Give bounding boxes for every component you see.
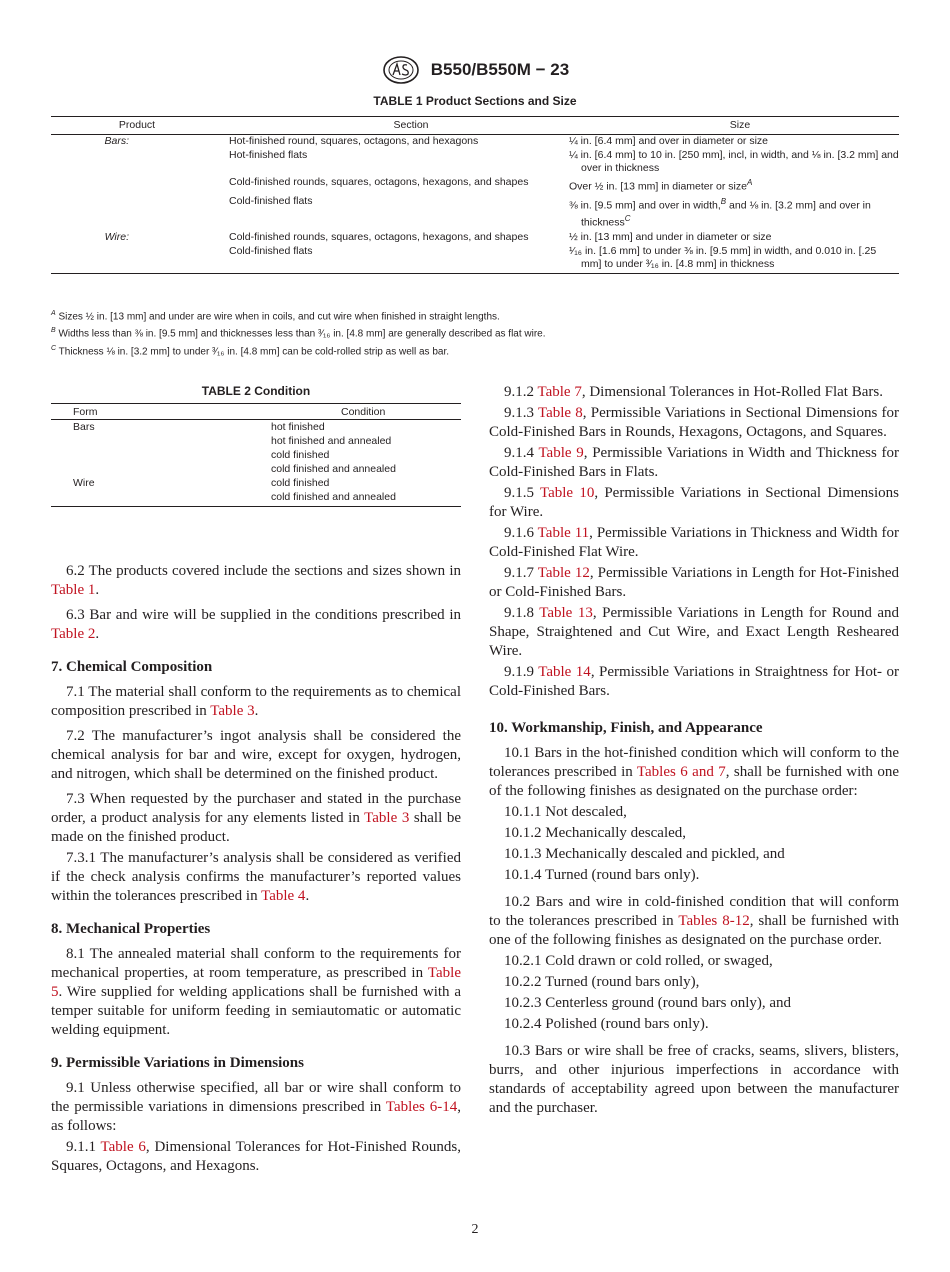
link-table-10[interactable]: Table 10	[539, 485, 595, 501]
text: , Permissible Variations in Length for Round and Shape, Straightened and Cut Wire, and Exact Length Resheared Wire.	[489, 605, 899, 659]
link-table-13[interactable]: Table 13	[539, 605, 593, 621]
table-cell-condition: cold finished and annealed	[271, 490, 461, 507]
text: 6.3 Bar and wire will be supplied in the conditions prescribed in	[66, 607, 461, 623]
text: , Permissible Variations in Width and Thickness for Cold-Finished Bars in Flats.	[489, 445, 899, 480]
text: , Permissible Variations in Thickness and Width for Cold-Finished Flat Wire.	[489, 525, 899, 560]
text: , Permissible Variations in Sectional Dimensions for Cold-Finished Bars in Rounds, Hexagons, Octagons, and Squares.	[489, 405, 899, 440]
table-cell-form	[51, 448, 271, 462]
table-cell-product	[51, 176, 223, 195]
table-cell-section: Cold-finished rounds, squares, octagons, hexagons, and shapes	[229, 230, 529, 243]
text: , Dimensional Tolerances in Hot-Rolled Flat Bars.	[581, 384, 883, 400]
table-2-header-condition: Condition	[271, 404, 461, 420]
paragraph-7-1	[51, 683, 461, 721]
list-item: 10.1.3 Mechanically descaled and pickled, and	[504, 846, 785, 862]
text: , Dimensional Tolerances for Hot-Finished Rounds, Squares, Octagons, and Hexagons.	[51, 1139, 461, 1174]
table-cell-product	[51, 245, 223, 274]
table-cell-form	[51, 462, 271, 476]
page-number: 2	[471, 1222, 479, 1237]
text: , Permissible Variations in Length for Hot-Finished or Cold-Finished Bars.	[489, 565, 899, 600]
text: 6.2 The products covered include the sections and sizes shown in	[66, 563, 461, 579]
footnote-text: Widths less than ⅜ in. [9.5 mm] and thicknesses less than ³⁄₁₆ in. [4.8 mm] are generally described as flat wire.	[55, 328, 546, 340]
table-cell-section: Cold-finished flats	[223, 245, 581, 274]
table-cell-size: ½ in. [13 mm] and under in diameter or size	[569, 230, 772, 243]
table-cell-section: Cold-finished rounds, squares, octagons, hexagons, and shapes	[229, 176, 529, 188]
text: , shall be furnished with one of the following finishes as designated on the purchase order.	[489, 913, 899, 948]
footnote-mark: A	[51, 310, 56, 317]
text: 7.1 The material shall conform to the requirements as to chemical composition prescribed in	[51, 684, 461, 719]
list-item: 10.1.2 Mechanically descaled,	[504, 825, 687, 841]
list-item: 10.2.2 Turned (round bars only),	[504, 974, 700, 990]
footnote-mark: B	[51, 327, 56, 335]
table-cell-section: Hot-finished flats	[229, 149, 308, 161]
table-cell-form	[51, 434, 271, 448]
right-column	[489, 383, 899, 1120]
table-cell-form: Bars	[73, 421, 95, 433]
table-row	[51, 490, 461, 507]
table-row	[51, 245, 899, 274]
text: 9.1.9	[504, 664, 539, 680]
list-item: 10.2.4 Polished (round bars only).	[504, 1016, 709, 1032]
text: 9.1.5	[504, 485, 540, 501]
text: 9.1.8	[504, 605, 540, 621]
paragraph-7-3-1	[51, 849, 461, 906]
link-tables-6-14[interactable]: Tables 6-14	[385, 1099, 458, 1115]
table-cell-product: Wire:	[104, 230, 129, 243]
link-table-5[interactable]: Table 5	[51, 965, 461, 1000]
astm-logo-icon	[381, 55, 421, 85]
text: 9.1 Unless otherwise specified, all bar or wire shall conform to the permissible variations in dimensions prescribed in	[51, 1080, 461, 1115]
table-cell-condition: hot finished	[271, 421, 325, 433]
table-cell-product: Bars:	[104, 135, 129, 147]
text: . Wire supplied for welding applications shall be furnished with a temper suitable for uniform feeding in semiautomatic or automatic welding equipment.	[51, 984, 461, 1038]
link-table-2[interactable]: Table 2	[51, 626, 96, 642]
size-text: ⅜ in. [9.5 mm] and over in width,	[569, 199, 721, 211]
table-1-header-section: Section	[223, 117, 581, 135]
table-cell-form	[51, 490, 271, 507]
text: 9.1.4	[504, 445, 539, 461]
footnote-mark: B	[720, 196, 727, 206]
footnote-mark: C	[624, 214, 631, 223]
paragraph-9-1-7	[489, 564, 899, 602]
table-cell-condition: cold finished and annealed	[271, 463, 396, 475]
text: 7.3.1 The manufacturer’s analysis shall be considered as verified if the check analysis confirms the manufacturer’s reported values within the tolerances prescribed in	[51, 850, 461, 904]
left-column	[51, 562, 461, 1178]
table-cell-condition: cold finished	[271, 449, 330, 461]
table-row	[51, 434, 461, 448]
paragraph-9-1-2	[489, 383, 899, 402]
text: .	[254, 703, 259, 719]
text: , Permissible Variations in Straightness for Hot- or Cold-Finished Bars.	[489, 664, 899, 699]
table-2-grid	[51, 403, 461, 507]
paragraph-6-2	[51, 562, 461, 600]
paragraph-9-1	[51, 1079, 461, 1136]
table-cell-product	[51, 195, 223, 231]
table-1-header-size: Size	[581, 117, 899, 135]
table-cell-section: Cold-finished flats	[229, 194, 313, 207]
section-heading-8: 8. Mechanical Properties	[51, 921, 211, 937]
footnote-mark: A	[746, 178, 753, 187]
standard-designation: B550/B550M − 23	[430, 60, 570, 79]
list-item: 10.2.1 Cold drawn or cold rolled, or swaged,	[504, 953, 773, 969]
table-cell-form: Wire	[73, 477, 95, 489]
table-1-header-product: Product	[51, 117, 223, 135]
link-table-3[interactable]: Table 3	[364, 810, 410, 826]
link-table-1[interactable]: Table 1	[51, 582, 96, 598]
table-row	[51, 149, 899, 176]
table-cell-product	[51, 149, 223, 176]
table-row	[51, 476, 461, 490]
table-1	[51, 94, 899, 274]
link-table-3[interactable]: Table 3	[210, 703, 255, 719]
text: , shall be furnished with one of the following finishes as designated on the purchase order:	[489, 764, 900, 799]
text: 9.1.1	[66, 1139, 101, 1155]
footnote-text: Thickness ⅛ in. [3.2 mm] to under ³⁄₁₆ in. [4.8 mm] can be cold-rolled strip as well as bar.	[56, 345, 450, 357]
table-row	[51, 420, 461, 435]
paragraph-8-1	[51, 945, 461, 1040]
paragraph-7-3	[51, 790, 461, 847]
table-cell-size: ¹⁄₁₆ in. [1.6 mm] to under ⅜ in. [9.5 mm] in width, and 0.010 in. [.25 mm] to under ³⁄₁₆ in. [4.8 mm] in thickness	[581, 245, 899, 274]
section-heading-9: 9. Permissible Variations in Dimensions	[51, 1055, 304, 1071]
text: .	[305, 888, 310, 904]
paragraph-10-1	[489, 744, 899, 801]
paragraph-9-1-1	[51, 1138, 461, 1176]
table-1-grid	[51, 116, 899, 274]
paragraph-9-1-8	[489, 604, 899, 661]
paragraph-9-1-9	[489, 663, 899, 701]
link-tables-8-12[interactable]: Tables 8-12	[678, 913, 750, 929]
link-table-11[interactable]: Table 11	[537, 525, 590, 541]
text: 9.1.2	[504, 384, 538, 400]
paragraph-7-2: 7.2 The manufacturer’s ingot analysis shall be considered the chemical analysis for bar and wire, except for oxygen, hydrogen, and nitrogen, which shall be determined on the finished product.	[51, 728, 461, 782]
table-cell-section: Hot-finished round, squares, octagons, and hexagons	[229, 135, 479, 147]
link-table-7[interactable]: Table 7	[537, 384, 582, 400]
page-header	[0, 55, 950, 85]
table-row	[51, 135, 899, 150]
table-cell-size	[569, 176, 899, 195]
text: 9.1.6	[504, 525, 538, 541]
table-1-footnotes	[51, 307, 899, 359]
paragraph-9-1-4	[489, 444, 899, 482]
text: .	[95, 626, 100, 642]
footnote	[51, 307, 899, 324]
paragraph-10-2	[489, 893, 899, 950]
table-2-caption: TABLE 2 Condition	[201, 384, 311, 398]
link-tables-6-and-7[interactable]: Tables 6 and 7	[636, 764, 726, 780]
link-table-4[interactable]: Table 4	[261, 888, 306, 904]
link-table-12[interactable]: Table 12	[537, 565, 590, 581]
link-table-8[interactable]: Table 8	[537, 405, 583, 421]
table-cell-condition: cold finished	[271, 477, 330, 489]
text: 10.2 Bars and wire in cold-finished condition that will conform to the tolerances prescribed in	[489, 894, 899, 929]
table-1-caption: TABLE 1 Product Sections and Size	[373, 94, 577, 108]
text: 10.1 Bars in the hot-finished condition which will conform to the tolerances prescribed in	[489, 745, 899, 780]
link-table-6[interactable]: Table 6	[100, 1139, 146, 1155]
text: 9.1.3	[504, 405, 538, 421]
link-table-9[interactable]: Table 9	[538, 445, 584, 461]
footnote-mark: C	[51, 344, 57, 352]
paragraph-9-1-3	[489, 404, 899, 442]
table-2	[51, 384, 461, 507]
text: .	[95, 582, 100, 598]
size-text: Over ½ in. [13 mm] in diameter or size	[569, 180, 747, 193]
table-row	[51, 195, 899, 231]
list-item: 10.1.4 Turned (round bars only).	[504, 867, 700, 883]
paragraph-9-1-6	[489, 524, 899, 562]
table-row	[51, 176, 899, 195]
table-2-header-form: Form	[51, 404, 271, 420]
paragraph-6-3	[51, 606, 461, 644]
text: 8.1 The annealed material shall conform to the requirements for mechanical properties, at room temperature, as prescribed in	[51, 946, 461, 981]
table-cell-size: ¼ in. [6.4 mm] to 10 in. [250 mm], incl, in width, and ⅛ in. [3.2 mm] and over in thickness	[569, 149, 899, 174]
text: , as follows:	[51, 1099, 462, 1134]
table-row	[51, 448, 461, 462]
section-heading-7: 7. Chemical Composition	[51, 659, 213, 675]
list-item: 10.1.1 Not descaled,	[504, 804, 627, 820]
list-item: 10.2.3 Centerless ground (round bars only), and	[504, 995, 792, 1011]
footnote	[51, 324, 899, 341]
table-cell-size	[569, 195, 899, 231]
link-table-14[interactable]: Table 14	[538, 664, 591, 680]
text: , Permissible Variations in Sectional Dimensions for Wire.	[489, 485, 899, 520]
text: 7.3 When requested by the purchaser and stated in the purchase order, a product analysis for any elements listed in	[51, 791, 461, 826]
table-row	[51, 462, 461, 476]
text: shall be made on the finished product.	[51, 810, 461, 845]
footnote	[51, 342, 899, 359]
table-cell-condition: hot finished and annealed	[271, 435, 392, 447]
table-row	[51, 231, 899, 245]
paragraph-9-1-5	[489, 484, 899, 522]
paragraph-10-3: 10.3 Bars or wire shall be free of cracks, seams, slivers, blisters, burrs, and other injurious imperfections in accordance with standards of acceptability agreed upon between the manufacturer and the purchaser.	[489, 1043, 899, 1116]
table-cell-size: ¼ in. [6.4 mm] and over in diameter or size	[569, 135, 769, 147]
size-text: and ⅛ in. [3.2 mm] and over in thickness	[581, 199, 871, 229]
section-heading-10: 10. Workmanship, Finish, and Appearance	[489, 720, 763, 736]
text: 9.1.7	[504, 565, 538, 581]
footnote-text: Sizes ½ in. [13 mm] and under are wire when in coils, and cut wire when finished in straight lengths.	[55, 311, 500, 323]
